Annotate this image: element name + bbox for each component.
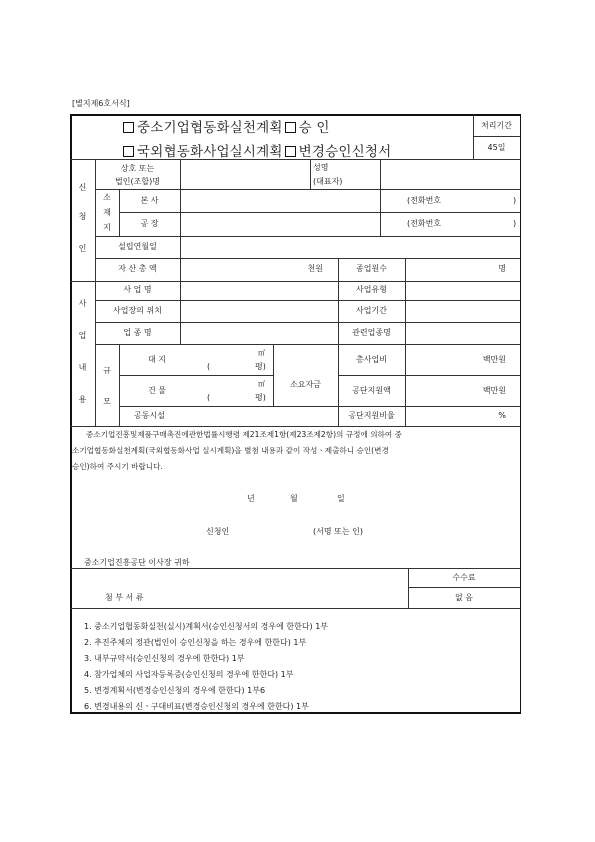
company-name-label-2: 법인(조합)명	[115, 177, 160, 186]
declaration-text-line-3: 승인)하여 주시기 바랍니다.	[72, 462, 163, 471]
head-office-address-field[interactable]	[181, 190, 379, 211]
factory-phone-label: (전화번호	[407, 219, 442, 228]
support-ratio-label: 공단지원비율	[348, 411, 395, 420]
business-location-field[interactable]	[181, 301, 337, 321]
company-name-label: 상호 또는	[120, 164, 155, 173]
required-funds-label: 소요자금	[290, 380, 321, 389]
attachment-item: 5. 변경계획서(변경승인신청의 경우에 한한다) 1부6	[84, 686, 266, 695]
total-cost-unit: 백만원	[482, 355, 506, 364]
attachment-item: 6. 변경내용의 신ㆍ구대비표(변경승인신청의 경우에 한한다) 1부	[84, 702, 309, 711]
attachment-item: 2. 추진주체의 정관(법인이 승인신청을 하는 경우에 한한다) 1부	[84, 638, 307, 647]
checkbox-icon[interactable]	[285, 146, 296, 157]
title-line-2	[123, 144, 391, 159]
declaration-text-line-2: 소기업협동화실천계획(국외협동화사업 실시계획)을 별첨 내용과 같이 작성ㆍ제출하니 승인(변경	[72, 446, 389, 455]
land-pyeong-unit: 평)	[255, 362, 266, 371]
project-name-field[interactable]	[181, 282, 337, 299]
business-section-label-1: 사	[78, 299, 87, 308]
representative-label: 성명	[313, 163, 329, 172]
applicant-section-label-3: 인	[78, 244, 87, 253]
title-plan-label: 중소기업협동화실천계획	[137, 120, 283, 136]
attachment-item: 3. 내부규약서(승인신청의 경우에 한한다) 1부	[84, 654, 245, 663]
fee-label: 수수료	[452, 573, 476, 582]
signature-field[interactable]	[240, 524, 310, 538]
processing-period-label: 처리기간	[481, 121, 512, 130]
title-overseas-label: 국외협동화사업실시계획	[137, 144, 283, 159]
head-office-label: 본 사	[140, 196, 159, 205]
project-type-label: 사업유형	[356, 285, 387, 294]
total-assets-label: 자 산 총 액	[118, 264, 157, 273]
public-support-unit: 백만원	[482, 386, 506, 395]
total-assets-unit: 천원	[307, 264, 323, 273]
attachments-header: 첨 부 서 류	[105, 593, 144, 602]
established-date-label: 설립연월일	[118, 242, 157, 251]
factory-label: 공 장	[140, 219, 159, 228]
industry-field[interactable]	[181, 323, 337, 343]
date-year-label: 년	[247, 494, 255, 503]
representative-label-2: (대표자)	[313, 177, 343, 186]
business-period-label: 사업기간	[356, 306, 387, 315]
building-pyeong-unit: 평)	[255, 393, 266, 402]
business-section-label-3: 내	[78, 363, 87, 372]
business-period-field[interactable]	[406, 301, 519, 321]
related-industry-field[interactable]	[406, 323, 519, 343]
applicant-section-label-1: 신	[78, 183, 87, 192]
location-label-3: 지	[103, 223, 111, 232]
factory-phone-close: )	[513, 219, 517, 228]
land-label: 대 지	[148, 355, 166, 364]
established-date-field[interactable]	[181, 237, 519, 257]
business-section-label-4: 용	[78, 395, 87, 404]
checkbox-icon[interactable]	[123, 122, 134, 133]
scale-label-2: 모	[103, 397, 111, 406]
building-label: 건 물	[148, 386, 166, 395]
head-office-phone-label: (전화번호	[407, 196, 442, 205]
building-pyeong-open: (	[207, 393, 211, 402]
employees-label: 종업원수	[356, 264, 387, 273]
total-cost-label: 총사업비	[356, 355, 387, 364]
head-office-phone-close: )	[513, 196, 517, 205]
project-type-field[interactable]	[406, 282, 519, 299]
related-industry-label: 관련업종명	[352, 328, 391, 337]
land-pyeong-open: (	[207, 362, 211, 371]
attachment-item: 1. 중소기업협동화실천(실시)계획서(승인신청서의 경우에 한한다) 1부	[84, 622, 329, 631]
location-label-1: 소	[103, 193, 111, 202]
date-day-label: 일	[337, 494, 345, 503]
title-line-1	[123, 120, 330, 136]
scale-label-1: 규	[103, 366, 111, 375]
business-section-label-2: 업	[78, 331, 87, 340]
factory-address-field[interactable]	[181, 213, 379, 235]
company-name-field[interactable]	[181, 160, 309, 188]
processing-period-value: 45일	[487, 143, 506, 152]
title-change-label: 변경승인신청서	[298, 144, 392, 159]
date-month-label: 월	[290, 494, 298, 503]
applicant-signature-label: 신청인	[206, 527, 230, 536]
declaration-text-line-1: 중소기업진흥및제품구매촉진에관한법률시행령 제21조제1항(제23조제2항)의 규정에 의하여 중	[86, 430, 402, 439]
representative-field[interactable]	[381, 160, 519, 188]
industry-label: 업 종 명	[123, 328, 152, 337]
checkbox-icon[interactable]	[285, 122, 296, 133]
employees-unit: 명	[498, 264, 506, 273]
project-name-label: 사 업 명	[123, 285, 152, 294]
public-support-label: 공단지원액	[352, 386, 391, 395]
checkbox-icon[interactable]	[123, 146, 134, 157]
location-label-2: 재	[103, 208, 111, 217]
business-location-label: 사업장의 위치	[113, 306, 162, 315]
support-ratio-unit: %	[498, 411, 506, 420]
building-sqm-unit: ㎡	[258, 380, 265, 388]
applicant-section-label-2: 청	[78, 212, 87, 221]
fee-value: 없 음	[455, 593, 473, 602]
attachment-item: 4. 참가업체의 사업자등록증(승인신청의 경우에 한한다) 1부	[84, 670, 294, 679]
recipient-label: 중소기업진흥공단 이사장 귀하	[84, 558, 190, 567]
signature-instruction: (서명 또는 인)	[313, 527, 363, 536]
title-approval-label: 승 인	[298, 120, 330, 136]
common-facility-label: 공동시설	[134, 411, 165, 420]
land-sqm-unit: ㎡	[258, 349, 265, 357]
form-number: [별지제6호서식]	[72, 99, 130, 108]
